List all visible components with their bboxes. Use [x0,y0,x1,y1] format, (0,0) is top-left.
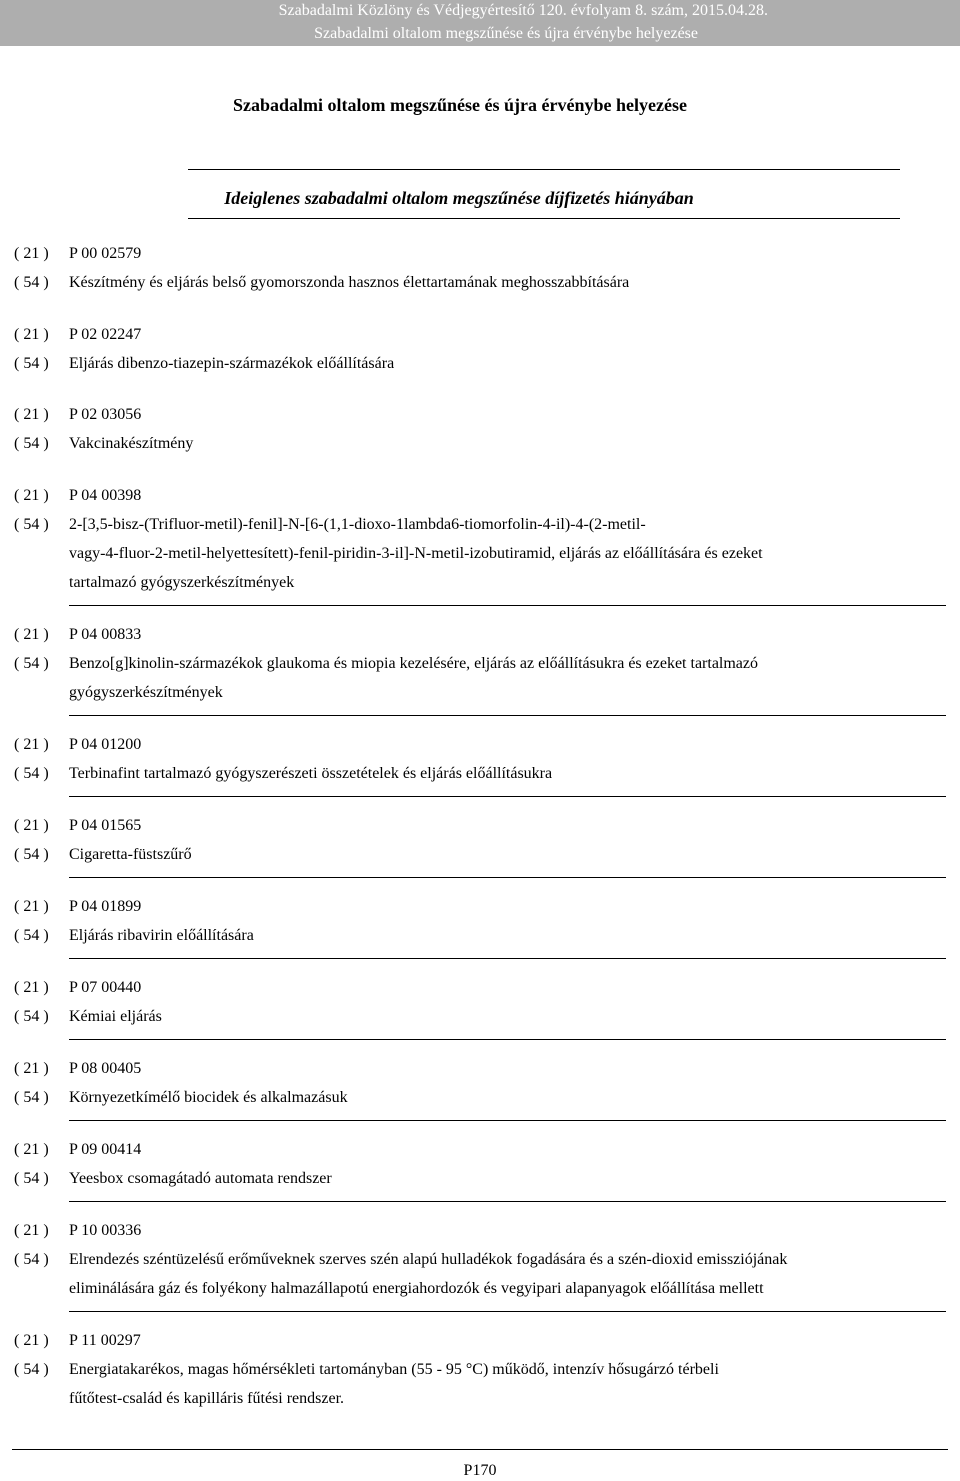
patent-entry [14,811,914,869]
entry-divider [69,796,946,797]
patent-title-line: Cigaretta-füstszűrő [69,846,192,863]
patent-title-line: 2-[3,5-bisz-(Trifluor-metil)-fenil]-N-[6-(1,1-dioxo-1lambda6-tiomorfolin-4-il)-4-(2-metil- [69,516,646,533]
page-header-bar [0,0,960,46]
application-number: P 07 00440 [69,979,142,996]
application-number: P 04 01565 [69,817,142,834]
title-row [14,840,914,869]
entry-divider [69,715,946,716]
title-row [14,349,914,378]
patent-title-line: Vakcinakészítmény [69,435,194,452]
title-row [14,510,914,597]
patent-entry [14,892,914,950]
page-title: Szabadalmi oltalom megszűnése és újra érvénybe helyezése [233,95,687,115]
title-row [14,1083,914,1112]
entry-divider [69,877,946,878]
inid-54-label: ( 54 ) [14,1089,49,1106]
inid-54-label: ( 54 ) [14,1251,49,1268]
patent-title-line: Energiatakarékos, magas hőmérsékleti tartományban (55 - 95 °C) működő, intenzív hősugárzó térbeli [69,1361,719,1378]
entry-divider [69,958,946,959]
application-number-row [14,320,914,349]
inid-54-label: ( 54 ) [14,1170,49,1187]
inid-21-label: ( 21 ) [14,245,49,262]
inid-21-label: ( 21 ) [14,736,49,753]
divider-section [188,218,900,219]
application-number: P 04 00833 [69,626,142,643]
entry-divider [69,1201,946,1202]
inid-54-label: ( 54 ) [14,1008,49,1025]
application-number: P 04 01200 [69,736,142,753]
patent-title-line: Benzo[g]kinolin-származékok glaukoma és miopia kezelésére, eljárás az előállításukra és ezeket tartalmazó [69,655,759,672]
patent-entry [14,730,914,788]
application-number-row [14,1326,914,1355]
application-number-row [14,1054,914,1083]
patent-entry [14,1054,914,1112]
application-number-row [14,1135,914,1164]
patent-title-line: gyógyszerkészítmények [69,684,223,701]
patent-entry [14,239,914,297]
application-number: P 04 01899 [69,898,142,915]
patent-entry [14,320,914,378]
patent-title-line: vagy-4-fluor-2-metil-helyettesített)-fenil-piridin-3-il]-N-metil-izobutiramid, eljárás az előállítására és ezeket [69,545,763,562]
title-row [14,268,914,297]
patent-title-line: Yeesbox csomagátadó automata rendszer [69,1170,332,1187]
application-number: P 08 00405 [69,1060,142,1077]
inid-21-label: ( 21 ) [14,979,49,996]
inid-54-label: ( 54 ) [14,1361,49,1378]
inid-54-label: ( 54 ) [14,516,49,533]
entry-divider [69,605,946,606]
inid-54-label: ( 54 ) [14,765,49,782]
title-row [14,921,914,950]
patent-title-line: Kémiai eljárás [69,1008,162,1025]
patent-entry [14,400,914,458]
application-number-row [14,239,914,268]
entry-divider [69,1039,946,1040]
patent-title-line: Terbinafint tartalmazó gyógyszerészeti összetételek és eljárás előállításukra [69,765,553,782]
patent-title-line: Készítmény és eljárás belső gyomorszonda hasznos élettartamának meghosszabbítására [69,274,630,291]
title-row [14,1002,914,1031]
inid-21-label: ( 21 ) [14,817,49,834]
patent-title-line: tartalmazó gyógyszerkészítmények [69,574,295,591]
patent-entry [14,481,914,597]
title-row [14,759,914,788]
inid-21-label: ( 21 ) [14,406,49,423]
application-number: P 02 03056 [69,406,142,423]
inid-54-label: ( 54 ) [14,846,49,863]
patent-entry [14,1216,914,1303]
footer-divider [12,1449,948,1450]
title-row [14,649,914,707]
patent-title-line: eliminálására gáz és folyékony halmazállapotú energiahordozók és vegyipari alapanyagok előállítása mellett [69,1280,764,1297]
title-row [14,1355,914,1413]
application-number: P 11 00297 [69,1332,141,1349]
header-section-title: Szabadalmi oltalom megszűnése és újra érvénybe helyezése [314,25,698,42]
title-row [14,1164,914,1193]
application-number: P 10 00336 [69,1222,142,1239]
patent-entry [14,1135,914,1193]
application-number: P 00 02579 [69,245,142,262]
patent-title-line: Eljárás dibenzo-tiazepin-származékok előállítására [69,355,395,372]
title-row [14,429,914,458]
application-number-row [14,811,914,840]
patent-title-line: Környezetkímélő biocidek és alkalmazásuk [69,1089,348,1106]
journal-title: Szabadalmi Közlöny és Védjegyértesítő 120. évfolyam 8. szám, 2015.04.28. [278,2,768,19]
application-number: P 04 00398 [69,487,142,504]
title-row [14,1245,914,1303]
inid-21-label: ( 21 ) [14,898,49,915]
patent-entry [14,973,914,1031]
divider-top [188,169,900,170]
patent-title-line: fűtőtest-család és kapilláris fűtési rendszer. [69,1390,345,1407]
patent-title-line: Elrendezés széntüzelésű erőműveknek szerves szén alapú hulladékok fogadására és a szén-dioxid emissziójának [69,1251,788,1268]
section-title: Ideiglenes szabadalmi oltalom megszűnése díjfizetés hiányában [224,188,694,208]
patent-entry [14,620,914,707]
application-number-row [14,481,914,510]
inid-21-label: ( 21 ) [14,1222,49,1239]
inid-21-label: ( 21 ) [14,487,49,504]
inid-21-label: ( 21 ) [14,1141,49,1158]
inid-21-label: ( 21 ) [14,626,49,643]
application-number-row [14,620,914,649]
entry-divider [69,1120,946,1121]
application-number-row [14,730,914,759]
inid-54-label: ( 54 ) [14,655,49,672]
application-number: P 09 00414 [69,1141,142,1158]
patent-entry [14,1326,914,1413]
patent-title-line: Eljárás ribavirin előállítására [69,927,254,944]
inid-54-label: ( 54 ) [14,927,49,944]
inid-21-label: ( 21 ) [14,1060,49,1077]
application-number: P 02 02247 [69,326,142,343]
application-number-row [14,400,914,429]
application-number-row [14,892,914,921]
inid-21-label: ( 21 ) [14,1332,49,1349]
page-number: P170 [463,1462,497,1479]
inid-54-label: ( 54 ) [14,355,49,372]
entry-divider [69,1311,946,1312]
inid-21-label: ( 21 ) [14,326,49,343]
application-number-row [14,1216,914,1245]
inid-54-label: ( 54 ) [14,274,49,291]
inid-54-label: ( 54 ) [14,435,49,452]
application-number-row [14,973,914,1002]
